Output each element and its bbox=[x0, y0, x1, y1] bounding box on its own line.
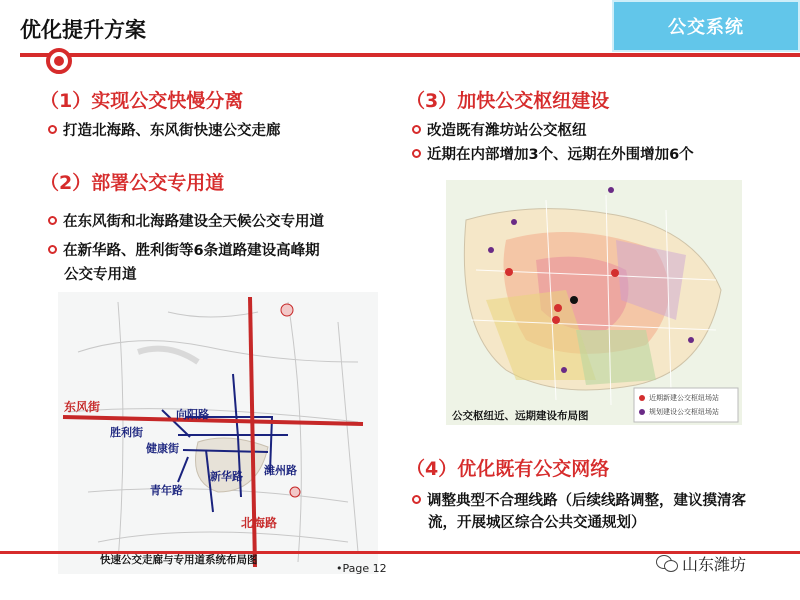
section-3-bullet-2: 近期在内部增加3个、远期在外围增加6个 bbox=[412, 144, 694, 166]
legend-near-term: 近期新建公交枢纽场站 bbox=[649, 394, 719, 402]
watermark bbox=[656, 552, 746, 575]
section-3-heading: （3）加快公交枢纽建设 bbox=[406, 90, 610, 112]
watermark-text: 山东潍坊 bbox=[682, 555, 747, 574]
section-4-bullet-1: 调整典型不合理线路（后续线路调整，建议摸清客 bbox=[412, 490, 746, 512]
label-jiankang-street: 健康街 bbox=[146, 442, 179, 455]
section-4-bullet-1-cont: 流，开展城区综合公共交通规划） bbox=[428, 515, 646, 531]
header-ring-ornament bbox=[46, 48, 72, 74]
label-qingnian-road: 青年路 bbox=[150, 484, 183, 497]
legend-planned: 规划建设公交枢纽场站 bbox=[649, 408, 719, 416]
section-2-bullet-1: 在东风街和北海路建设全天候公交专用道 bbox=[48, 211, 324, 233]
section-1-heading: （1）实现公交快慢分离 bbox=[40, 90, 244, 112]
section-2-bullet-2: 在新华路、胜利街等6条道路建设高峰期 bbox=[48, 240, 320, 262]
label-xiangyang-road: 向阳路 bbox=[176, 408, 209, 421]
section-2-heading: （2）部署公交专用道 bbox=[40, 172, 225, 194]
section-badge: 公交系统 bbox=[612, 0, 800, 52]
corridor-map-graphic bbox=[58, 292, 378, 574]
section-4-heading: （4）优化既有公交网络 bbox=[406, 458, 610, 480]
label-weizhou-road: 潍州路 bbox=[264, 464, 297, 477]
bullet-ring-icon bbox=[412, 495, 421, 504]
label-shengli-street: 胜利街 bbox=[110, 426, 143, 439]
hub-map-caption: 公交枢纽近、远期建设布局图 bbox=[452, 410, 589, 422]
bullet-ring-icon bbox=[412, 149, 421, 158]
slide-title: 优化提升方案 bbox=[20, 18, 146, 42]
bullet-ring-icon bbox=[48, 216, 57, 225]
section-1-bullet-1: 打造北海路、东风街快速公交走廊 bbox=[48, 120, 281, 142]
bullet-ring-icon bbox=[48, 125, 57, 134]
label-dongfeng-street: 东风街 bbox=[64, 400, 101, 414]
hub-map bbox=[446, 180, 742, 425]
wechat-icon bbox=[656, 555, 678, 573]
section-3-bullet-1: 改造既有潍坊站公交枢纽 bbox=[412, 120, 587, 142]
hub-map-graphic bbox=[446, 180, 742, 425]
corridor-map bbox=[58, 292, 378, 574]
bullet-ring-icon bbox=[412, 125, 421, 134]
header-divider bbox=[20, 53, 800, 57]
section-2-bullet-2-cont: 公交专用道 bbox=[64, 267, 137, 283]
page-number: •Page 12 bbox=[336, 562, 387, 575]
corridor-map-caption: 快速公交走廊与专用道系统布局图 bbox=[100, 554, 258, 566]
label-beihai-road: 北海路 bbox=[241, 516, 278, 530]
label-xinhua-road: 新华路 bbox=[210, 470, 243, 483]
bullet-ring-icon bbox=[48, 245, 57, 254]
